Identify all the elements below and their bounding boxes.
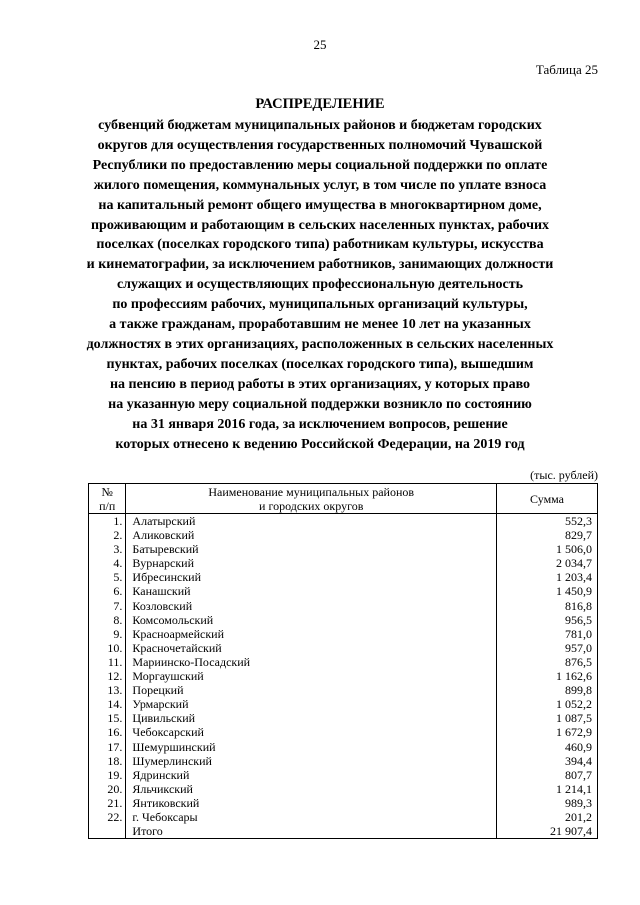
table-row (89, 613, 598, 627)
row-name: Батыревский (126, 542, 497, 556)
table-row (89, 711, 598, 725)
row-sum: 1 087,5 (497, 711, 598, 725)
row-name: Красночетайский (126, 641, 497, 655)
subtitle-line: поселках (поселках городского типа) работникам культуры, искусства (96, 237, 544, 253)
row-name: Мариинско-Посадский (126, 655, 497, 669)
table-row (89, 810, 598, 824)
row-number: 9. (89, 627, 126, 641)
row-name: Шумерлинский (126, 754, 497, 768)
row-sum: 816,8 (497, 599, 598, 613)
table-row (89, 782, 598, 796)
row-sum: 957,0 (497, 641, 598, 655)
row-sum: 807,7 (497, 768, 598, 782)
document-title: РАСПРЕДЕЛЕНИЕ (255, 96, 385, 112)
row-name: Яльчикский (126, 782, 497, 796)
row-number: 8. (89, 613, 126, 627)
row-number: 18. (89, 754, 126, 768)
table-row (89, 556, 598, 570)
row-name: Ядринский (126, 768, 497, 782)
subtitle-line: служащих и осуществляющих профессиональную деятельность (116, 277, 524, 293)
row-name: Шемуршинский (126, 740, 497, 754)
table-row (89, 528, 598, 542)
row-number: 5. (89, 570, 126, 584)
table-row (89, 542, 598, 556)
row-name: Янтиковский (126, 796, 497, 810)
row-sum: 552,3 (497, 514, 598, 529)
row-number: 11. (89, 655, 126, 669)
row-name: Козловский (126, 599, 497, 613)
header-name-line1: Наименование муниципальных районов (208, 484, 415, 499)
row-sum: 1 203,4 (497, 570, 598, 584)
row-sum: 989,3 (497, 796, 598, 810)
subtitle-line: и кинематографии, за исключением работников, занимающих должности (86, 257, 554, 273)
row-name: Вурнарский (126, 556, 497, 570)
row-name: Красноармейский (126, 627, 497, 641)
header-number (89, 484, 126, 514)
row-sum: 1 672,9 (497, 725, 598, 739)
row-number: 20. (89, 782, 126, 796)
table-row (89, 697, 598, 711)
table-row (89, 627, 598, 641)
table-row (89, 796, 598, 810)
row-number: 22. (89, 810, 126, 824)
row-sum: 781,0 (497, 627, 598, 641)
row-name: Чебоксарский (126, 725, 497, 739)
row-sum: 1 506,0 (497, 542, 598, 556)
subtitle-line: а также гражданам, проработавшим не менее 10 лет на указанных (109, 317, 531, 333)
table-row (89, 641, 598, 655)
row-number: 6. (89, 584, 126, 598)
subtitle-line: должностях в этих организациях, расположенных в сельских населенных (86, 336, 554, 352)
subtitle-line: жилого помещения, коммунальных услуг, в том числе по уплате взноса (93, 177, 547, 193)
row-number: 13. (89, 683, 126, 697)
subtitle-line: округов для осуществления государственных полномочий Чувашской (97, 137, 543, 153)
total-sum: 21 907,4 (497, 824, 598, 839)
row-number: 15. (89, 711, 126, 725)
row-number: 21. (89, 796, 126, 810)
row-number: 4. (89, 556, 126, 570)
row-sum: 1 162,6 (497, 669, 598, 683)
document-subtitle (70, 116, 570, 454)
units-label: (тыс. рублей) (530, 468, 598, 482)
row-name: Канашский (126, 584, 497, 598)
row-name: г. Чебоксары (126, 810, 497, 824)
header-name-line2: и городских округов (259, 498, 364, 513)
subtitle-line: Республики по предоставлению меры социальной поддержки по оплате (92, 157, 548, 173)
row-number: 1. (89, 514, 126, 529)
table-row (89, 768, 598, 782)
row-sum: 1 450,9 (497, 584, 598, 598)
row-sum: 1 214,1 (497, 782, 598, 796)
table-row (89, 584, 598, 598)
row-sum: 956,5 (497, 613, 598, 627)
row-name: Ибресинский (126, 570, 497, 584)
table-row (89, 683, 598, 697)
subtitle-line: на капитальный ремонт общего имущества в многоквартирном доме, (98, 197, 542, 213)
row-sum: 1 052,2 (497, 697, 598, 711)
subtitle-line: на 31 января 2016 года, за исключением вопросов, решение (132, 416, 508, 432)
subtitle-line: пунктах, рабочих поселках (поселках городского типа), вышедшим (106, 356, 534, 372)
row-number: 10. (89, 641, 126, 655)
row-number: 17. (89, 740, 126, 754)
table-row (89, 740, 598, 754)
subtitle-line: субвенций бюджетам муниципальных районов и бюджетам городских (98, 118, 542, 133)
subtitle-line: которых отнесено к ведению Российской Федерации, на 2019 год (115, 436, 525, 452)
row-number: 12. (89, 669, 126, 683)
table-row (89, 655, 598, 669)
row-name: Цивильский (126, 711, 497, 725)
table-row (89, 514, 598, 529)
row-sum: 394,4 (497, 754, 598, 768)
table-row (89, 570, 598, 584)
row-number: 7. (89, 599, 126, 613)
row-sum: 460,9 (497, 740, 598, 754)
row-name: Порецкий (126, 683, 497, 697)
total-label: Итого (126, 824, 497, 839)
table-header-row (89, 484, 598, 514)
row-name: Комсомольский (126, 613, 497, 627)
row-sum: 876,5 (497, 655, 598, 669)
subvention-table (88, 483, 598, 839)
row-name: Урмарский (126, 697, 497, 711)
subtitle-line: на пенсию в период работы в этих организациях, у которых право (109, 376, 531, 392)
row-number: 3. (89, 542, 126, 556)
row-sum: 2 034,7 (497, 556, 598, 570)
row-sum: 201,2 (497, 810, 598, 824)
row-sum: 899,8 (497, 683, 598, 697)
header-number-line1: № (101, 484, 113, 499)
table-body (89, 514, 598, 839)
total-number (89, 824, 126, 839)
table-row (89, 599, 598, 613)
table-label: Таблица 25 (535, 62, 598, 77)
header-sum: Сумма (497, 484, 598, 514)
subtitle-line: по профессиям рабочих, муниципальных организаций культуры, (112, 297, 528, 313)
row-name: Моргаушский (126, 669, 497, 683)
table-row (89, 725, 598, 739)
row-number: 16. (89, 725, 126, 739)
row-sum: 829,7 (497, 528, 598, 542)
header-number-line2: п/п (99, 498, 116, 513)
subtitle-line: проживающим и работающим в сельских населенных пунктах, рабочих (90, 217, 550, 233)
header-name (126, 484, 497, 514)
table-total-row (89, 824, 598, 839)
table-row (89, 754, 598, 768)
row-number: 19. (89, 768, 126, 782)
table-row (89, 669, 598, 683)
row-number: 2. (89, 528, 126, 542)
row-name: Алатырский (126, 514, 497, 529)
subtitle-line: на указанную меру социальной поддержки возникло по состоянию (108, 396, 532, 412)
row-number: 14. (89, 697, 126, 711)
page-number: 25 (313, 37, 327, 52)
row-name: Аликовский (126, 528, 497, 542)
